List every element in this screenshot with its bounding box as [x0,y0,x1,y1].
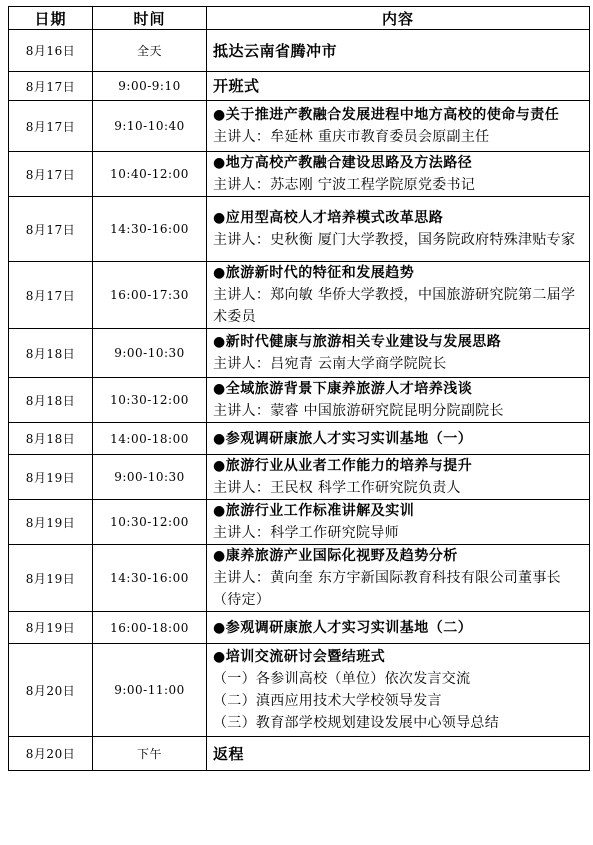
row-time: 16:00-17:30 [93,262,207,329]
row-time: 10:30-12:00 [93,378,207,423]
row-content [207,30,590,72]
table-row [9,101,590,152]
row-time: 16:00-18:00 [93,612,207,644]
header-time: 时间 [93,7,207,30]
header-content: 内容 [207,7,590,30]
session-detail: 主讲人：郑向敏 华侨大学教授，中国旅游研究院第二届学术委员 [213,287,576,325]
session-title: 抵达云南省腾冲市 [213,41,338,60]
session-title: ●全域旅游背景下康养旅游人才培养浅谈 [213,381,473,397]
row-time: 9:00-11:00 [93,644,207,737]
table-row [9,500,590,545]
row-date: 8月19日 [9,545,93,612]
header-row [9,7,590,30]
row-content [207,378,590,423]
row-date: 8月17日 [9,101,93,152]
table-row [9,329,590,378]
session-detail: 主讲人：王民权 科学工作研究院负责人 [213,480,461,496]
row-date: 8月20日 [9,737,93,771]
table-row [9,545,590,612]
row-time: 下午 [93,737,207,771]
row-date: 8月17日 [9,197,93,262]
row-content [207,644,590,737]
row-date: 8月18日 [9,378,93,423]
session-detail: 主讲人：牟延林 重庆市教育委员会原副主任 [213,129,490,145]
session-detail: （一）各参训高校（单位）依次发言交流 [213,671,471,687]
row-time: 14:00-18:00 [93,423,207,455]
row-date: 8月19日 [9,455,93,500]
session-title: ●新时代健康与旅游相关专业建设与发展思路 [213,334,502,350]
session-title: ●培训交流研讨会暨结班式 [213,649,386,665]
session-title: ●旅游新时代的特征和发展趋势 [213,265,415,281]
table-row [9,152,590,197]
row-date: 8月17日 [9,262,93,329]
row-content [207,262,590,329]
session-detail: （三）教育部学校规划建设发展中心领导总结 [213,715,499,731]
session-detail: 主讲人：史秋衡 厦门大学教授，国务院政府特殊津贴专家 [213,232,576,248]
session-title: 返程 [213,744,245,763]
table-row [9,72,590,101]
session-title: ●参观调研康旅人才实习实训基地（一） [213,430,473,447]
row-time: 9:00-10:30 [93,455,207,500]
session-title: ●康养旅游产业国际化视野及趋势分析 [213,548,458,564]
table-row [9,644,590,737]
row-time: 9:00-10:30 [93,329,207,378]
session-detail: 主讲人：吕宛青 云南大学商学院院长 [213,356,447,372]
row-content [207,101,590,152]
row-content [207,152,590,197]
session-title: 开班式 [213,77,260,95]
row-date: 8月17日 [9,72,93,101]
row-content [207,72,590,101]
session-detail: 主讲人：苏志刚 宁波工程学院原党委书记 [213,177,476,193]
row-time: 9:00-9:10 [93,72,207,101]
session-detail: 主讲人：科学工作研究院导师 [213,525,399,541]
session-title: ●地方高校产教融合建设思路及方法路径 [213,155,473,171]
table-row [9,262,590,329]
row-date: 8月18日 [9,329,93,378]
session-title: ●应用型高校人才培养模式改革思路 [213,210,444,226]
session-detail: 主讲人：蒙睿 中国旅游研究院昆明分院副院长 [213,403,504,419]
row-content [207,329,590,378]
session-detail: （二）滇西应用技术大学校领导发言 [213,693,442,709]
row-content [207,423,590,455]
session-title: ●旅游行业工作标准讲解及实训 [213,503,415,519]
row-date: 8月19日 [9,500,93,545]
row-time: 10:30-12:00 [93,500,207,545]
schedule-table [8,6,590,771]
row-date: 8月17日 [9,152,93,197]
row-time: 14:30-16:00 [93,197,207,262]
session-title: ●旅游行业从业者工作能力的培养与提升 [213,458,473,474]
session-title: ●参观调研康旅人才实习实训基地（二） [213,619,473,636]
session-detail: 主讲人：黄向奎 东方宇新国际教育科技有限公司董事长（待定） [213,570,561,608]
row-date: 8月20日 [9,644,93,737]
header-date: 日期 [9,7,93,30]
table-row [9,612,590,644]
table-row [9,455,590,500]
table-row [9,30,590,72]
table-row [9,197,590,262]
row-date: 8月18日 [9,423,93,455]
row-time: 10:40-12:00 [93,152,207,197]
row-content [207,500,590,545]
row-date: 8月19日 [9,612,93,644]
row-content [207,545,590,612]
row-time: 9:10-10:40 [93,101,207,152]
table-row [9,737,590,771]
row-content [207,612,590,644]
row-content [207,455,590,500]
row-time: 全天 [93,30,207,72]
row-time: 14:30-16:00 [93,545,207,612]
table-row [9,423,590,455]
session-title: ●关于推进产教融合发展进程中地方高校的使命与责任 [213,107,560,123]
schedule-body [9,30,590,771]
table-row [9,378,590,423]
row-content [207,737,590,771]
row-content [207,197,590,262]
row-date: 8月16日 [9,30,93,72]
